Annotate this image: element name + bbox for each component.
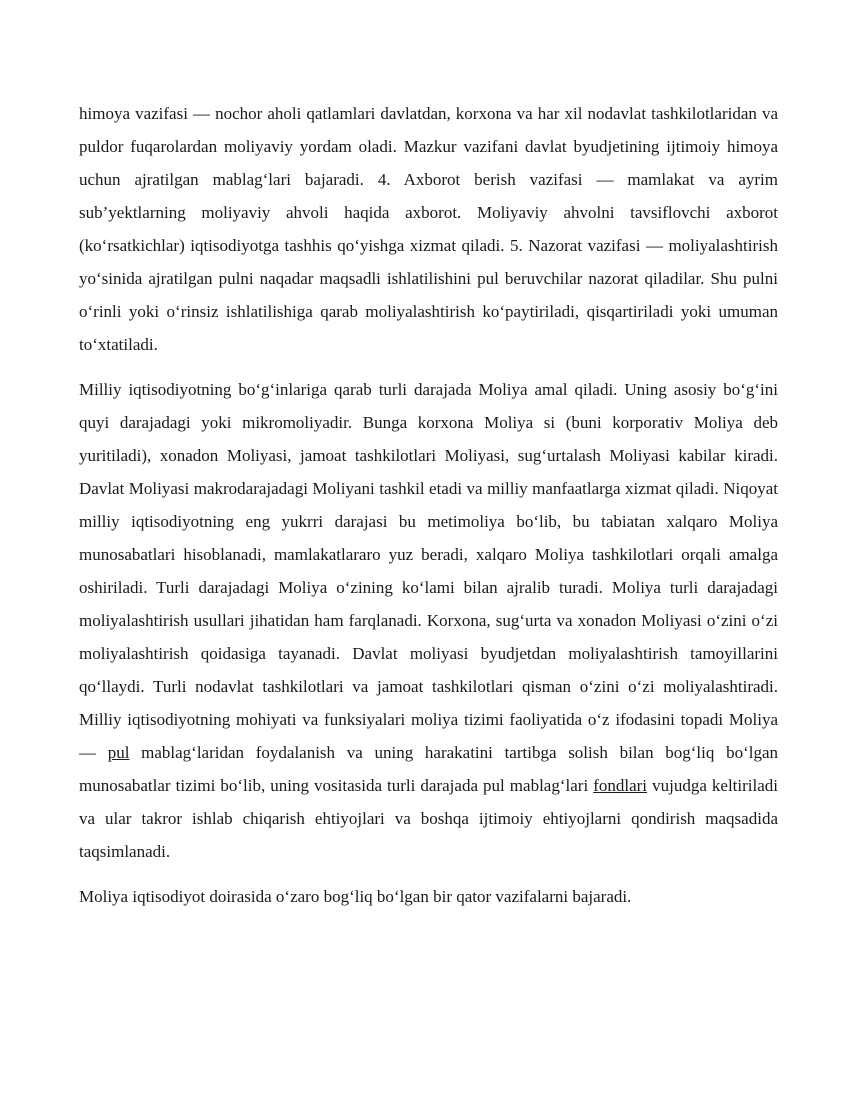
document-page [79,97,778,925]
paragraph-text: Moliya iqtisodiyot doirasida o‘zaro bog‘liq bo‘lgan bir qator vazifalarni bajaradi. [79,887,632,906]
link-pul[interactable]: pul [107,743,130,762]
paragraph-vazifalar [79,97,778,361]
paragraph-text: vujudga keltiriladi va ular takror ishlab chiqarish ehtiyojlari va boshqa ijtimoiy ehtiyojlarni qondirish maqsadida taqsimlanadi. [79,776,778,861]
paragraph-text: mablag‘laridan foydalanish va uning harakatini tartibga solish bilan bog‘liq bo‘lgan munosabatlar tizimi bo‘lib, uning vositasida turli darajada pul mablag‘lari [79,743,778,795]
link-fondlari[interactable]: fondlari [593,776,648,795]
paragraph-moliya-darajalari [79,373,778,868]
paragraph-text: Milliy iqtisodiyotning bo‘g‘inlariga qarab turli darajada Moliya amal qiladi. Uning asosiy bo‘g‘ini quyi darajadagi yoki mikromoliyadir. Bunga korxona Moliya si (buni korporativ Moliya deb yuritiladi), xonadon Moliyasi, jamoat tashkilotlari Moliyasi, sug‘urtalash Moliyasi kabilar kiradi. Davlat Moliyasi makrodarajadagi Moliyani tashkil etadi va milliy manfaatlarga xizmat qiladi. Niqoyat milliy iqtisodiyotning eng yukrri darajasi bu metimoliya bo‘lib, bu tabiatan xalqaro Moliya munosabatlari hisoblanadi, mamlakatlararo yuz beradi, xalqaro Moliya tashkilotlari orqali amalga oshiriladi. Turli darajadagi Moliya o‘zining ko‘lami bilan ajralib turadi. Moliya turli darajadagi moliyalashtirish usullari jihatidan ham farqlanadi. Korxona, sug‘urta va xonadon Moliyasi o‘zini o‘zi moliyalashtirish qoidasiga tayanadi. Davlat moliyasi byudjetdan moliyalashtirish tamoyillarini qo‘llaydi. Turli nodavlat tashkilotlari va jamoat tashkilotlari qisman o‘zini o‘zi moliyalashtiradi. Milliy iqtisodiyotning mohiyati va funksiyalari moliya tizimi faoliyatida o‘z ifodasini topadi Moliya — [79,380,778,762]
paragraph-moliya-vazifalari [79,880,778,913]
paragraph-text: himoya vazifasi — nochor aholi qatlamlari davlatdan, korxona va har xil nodavlat tashkilotlaridan va puldor fuqarolardan moliyaviy yordam oladi. Mazkur vazifani davlat byudjetining ijtimoiy himoya uchun ajratilgan mablag‘lari bajaradi. 4. Axborot berish vazifasi — mamlakat va ayrim sub’yektlarning moliyaviy ahvoli haqida axborot. Moliyaviy ahvolni tavsiflovchi axborot (ko‘rsatkichlar) iqtisodiyotga tashhis qo‘yishga xizmat qiladi. 5. Nazorat vazifasi — moliyalashtirish yo‘sinida ajratilgan pulni naqadar maqsadli ishlatilishini pul beruvchilar nazorat qiladilar. Shu pulni o‘rinli yoki o‘rinsiz ishlatilishiga qarab moliyalashtirish ko‘paytiriladi, qisqartiriladi yoki umuman to‘xtatiladi. [79,104,778,354]
